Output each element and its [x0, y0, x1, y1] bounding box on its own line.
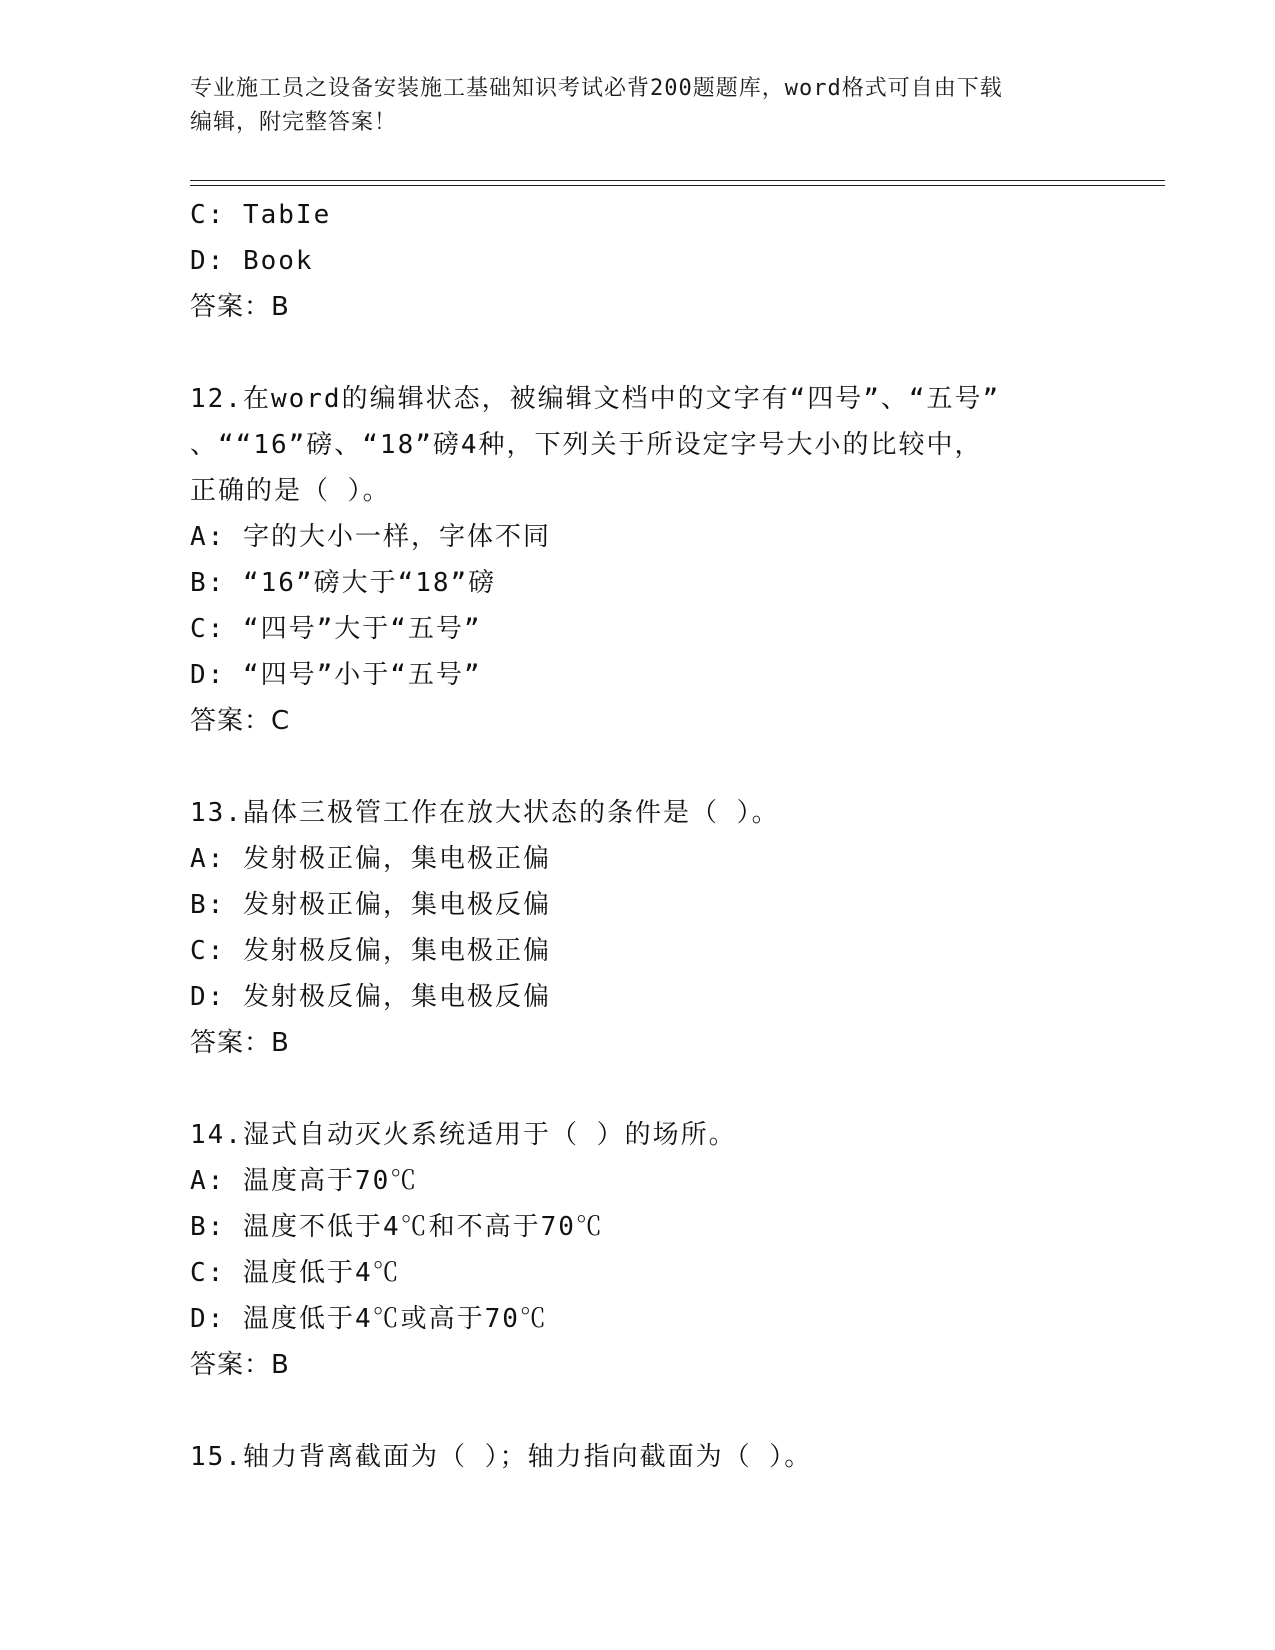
q13-answer: 答案：B [190, 1028, 290, 1058]
header-line-1: 专业施工员之设备安装施工基础知识考试必背200题题库，word格式可自由下载 [190, 76, 1003, 101]
question-content [190, 192, 1090, 1480]
q12-option-a: A: 字的大小一样，字体不同 [190, 522, 551, 552]
q14-option-b: B: 温度不低于4℃和不高于70℃ [190, 1212, 604, 1242]
q14-option-a: A: 温度高于70℃ [190, 1166, 419, 1196]
header-line-2: 编辑，附完整答案！ [190, 110, 398, 135]
q11-answer: 答案：B [190, 292, 290, 322]
document-header [190, 72, 1090, 140]
question-12 [190, 376, 1090, 744]
question-15 [190, 1434, 1090, 1480]
q12-stem-line-1: 12.在word的编辑状态，被编辑文档中的文字有“四号”、“五号” [190, 384, 1001, 414]
q12-stem-line-2: 、““16”磅、“18”磅4种，下列关于所设定字号大小的比较中， [190, 430, 983, 460]
q13-option-a: A: 发射极正偏，集电极正偏 [190, 844, 551, 874]
q14-stem: 14.湿式自动灭火系统适用于（ ）的场所。 [190, 1120, 737, 1150]
spacer [190, 744, 1090, 790]
header-divider-top [190, 180, 1165, 181]
q12-stem-line-3: 正确的是（ ）。 [190, 476, 391, 506]
q12-answer: 答案：C [190, 706, 291, 736]
spacer [190, 1388, 1090, 1434]
header-divider-bottom [190, 185, 1165, 186]
q12-option-d: D: “四号”小于“五号” [190, 660, 482, 690]
q11-option-c: C: TabIe [190, 200, 332, 230]
question-14 [190, 1112, 1090, 1388]
q12-option-b: B: “16”磅大于“18”磅 [190, 568, 497, 598]
q11-option-d: D: Book [190, 246, 314, 276]
q13-stem: 13.晶体三极管工作在放大状态的条件是（ ）。 [190, 798, 780, 828]
q14-option-d: D: 温度低于4℃或高于70℃ [190, 1304, 548, 1334]
q12-option-c: C: “四号”大于“五号” [190, 614, 482, 644]
q15-stem: 15.轴力背离截面为（ ）；轴力指向截面为（ ）。 [190, 1442, 813, 1472]
q14-answer: 答案：B [190, 1350, 290, 1380]
q13-option-c: C: 发射极反偏，集电极正偏 [190, 936, 551, 966]
q13-option-b: B: 发射极正偏，集电极反偏 [190, 890, 551, 920]
q14-option-c: C: 温度低于4℃ [190, 1258, 401, 1288]
question-11-tail [190, 192, 1090, 330]
spacer [190, 330, 1090, 376]
question-13 [190, 790, 1090, 1066]
q13-option-d: D: 发射极反偏，集电极反偏 [190, 982, 551, 1012]
spacer [190, 1066, 1090, 1112]
